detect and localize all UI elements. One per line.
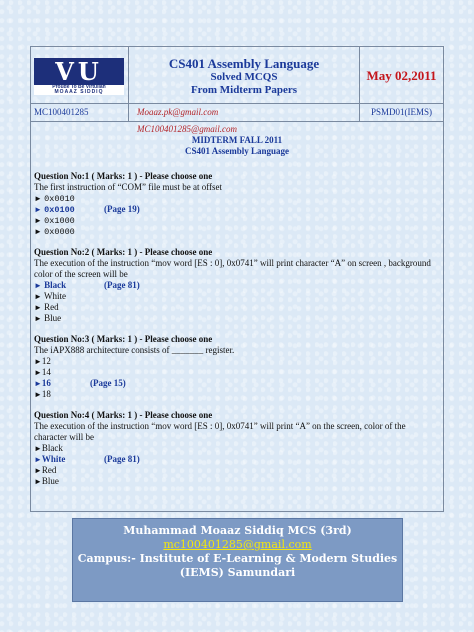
arrow-icon: ► xyxy=(34,292,42,301)
doc-title: CS401 Assembly Language xyxy=(168,56,320,71)
option-item: ►12 xyxy=(34,356,51,366)
author-email-link[interactable]: mc100401285@gmail.com xyxy=(163,538,312,551)
page-reference: (Page 15) xyxy=(90,378,126,388)
logo-letters: VU xyxy=(55,57,103,86)
option-item: ► White xyxy=(34,291,67,301)
arrow-icon: ► xyxy=(34,227,42,236)
arrow-icon: ► xyxy=(34,216,42,225)
arrow-icon: ► xyxy=(34,477,42,486)
question-header: Question No:2 ( Marks: 1 ) - Please choose one xyxy=(34,247,213,257)
logo-cell xyxy=(31,47,129,104)
campus-line-2: (IEMS) Samundari xyxy=(179,566,296,579)
email-cell xyxy=(129,104,360,134)
campus-line-1: Campus:- Institute of E-Learning & Modern Studies xyxy=(77,552,398,565)
question-text: The iAPX888 architecture consists of _______ register. xyxy=(34,345,235,355)
option-item: ►18 xyxy=(34,389,51,399)
title-cell xyxy=(129,47,360,104)
question-3 xyxy=(34,334,440,400)
option-item: ► 0x0010 xyxy=(34,194,75,204)
arrow-icon: ► xyxy=(34,390,42,399)
option-item: ► 0x0000 xyxy=(34,227,75,237)
doc-subtitle-2: From Midterm Papers xyxy=(190,84,298,96)
option-item-correct: ► 0x0100 (Page 19) xyxy=(34,204,140,215)
paper-subheading: CS401 Assembly Language xyxy=(184,146,290,156)
email-link-2[interactable]: MC100401285@gmail.com xyxy=(137,124,238,134)
question-2 xyxy=(34,247,440,324)
option-item: ►Red xyxy=(34,465,57,475)
option-item: ►14 xyxy=(34,367,51,377)
footer-banner xyxy=(72,518,403,602)
arrow-icon: ► xyxy=(34,379,42,388)
vu-logo xyxy=(34,58,124,95)
paper-heading: MIDTERM FALL 2011 xyxy=(191,135,283,145)
arrow-icon: ► xyxy=(34,281,42,290)
page-reference: (Page 81) xyxy=(104,280,140,290)
option-item: ►Blue xyxy=(34,476,59,486)
doc-subtitle-1: Solved MCQS xyxy=(210,71,278,83)
arrow-icon: ► xyxy=(34,357,42,366)
question-text: The execution of the instruction “mov word [ES : 0], 0x0741” will print “A” on the screen, color of the xyxy=(34,421,406,431)
question-header: Question No:4 ( Marks: 1 ) - Please choose one xyxy=(34,410,213,420)
arrow-icon: ► xyxy=(34,194,42,203)
option-item: ►Black xyxy=(34,443,63,453)
student-id: MC100401285 xyxy=(31,104,129,121)
arrow-icon: ► xyxy=(34,303,42,312)
page-reference: (Page 19) xyxy=(104,204,140,214)
question-text-cont: color of the screen will be xyxy=(34,269,128,279)
email-link-1[interactable]: Moaaz.pk@gmail.com xyxy=(137,107,219,117)
question-text: The execution of the instruction “mov word [ES : 0], 0x0741” will print character “A” on screen , background xyxy=(34,258,431,268)
question-1 xyxy=(34,171,440,237)
option-item-correct: ► Black (Page 81) xyxy=(34,280,140,290)
author-name: Muhammad Moaaz Siddiq MCS (3rd) xyxy=(123,524,352,537)
arrow-icon: ► xyxy=(34,466,42,475)
option-item-correct: ►16 (Page 15) xyxy=(34,378,126,388)
arrow-icon: ► xyxy=(34,205,42,214)
logo-motto: Proude To Be Virtulian xyxy=(52,84,106,90)
campus-code: PSMD01(IEMS) xyxy=(370,107,432,117)
arrow-icon: ► xyxy=(34,368,42,377)
info-row xyxy=(31,104,443,134)
page-reference: (Page 81) xyxy=(104,454,140,464)
question-4 xyxy=(34,410,440,487)
arrow-icon: ► xyxy=(34,314,42,323)
option-item-correct: ►White (Page 81) xyxy=(34,454,140,464)
arrow-icon: ► xyxy=(34,444,42,453)
header-table xyxy=(31,47,443,104)
option-item: ► 0x1000 xyxy=(34,216,75,226)
page-frame xyxy=(30,46,444,512)
logo-name: MOAAZ SIDDIQ xyxy=(54,89,104,95)
arrow-icon: ► xyxy=(34,455,42,464)
document-body xyxy=(31,123,443,511)
option-item: ► Red xyxy=(34,302,59,312)
doc-date: May 02,2011 xyxy=(366,68,437,83)
option-item: ► Blue xyxy=(34,313,62,323)
question-text-cont: character will be xyxy=(34,432,94,442)
question-header: Question No:1 ( Marks: 1 ) - Please choose one xyxy=(34,171,213,181)
question-header: Question No:3 ( Marks: 1 ) - Please choose one xyxy=(34,334,213,344)
question-text: The first instruction of “COM” file must be at offset xyxy=(34,182,223,192)
